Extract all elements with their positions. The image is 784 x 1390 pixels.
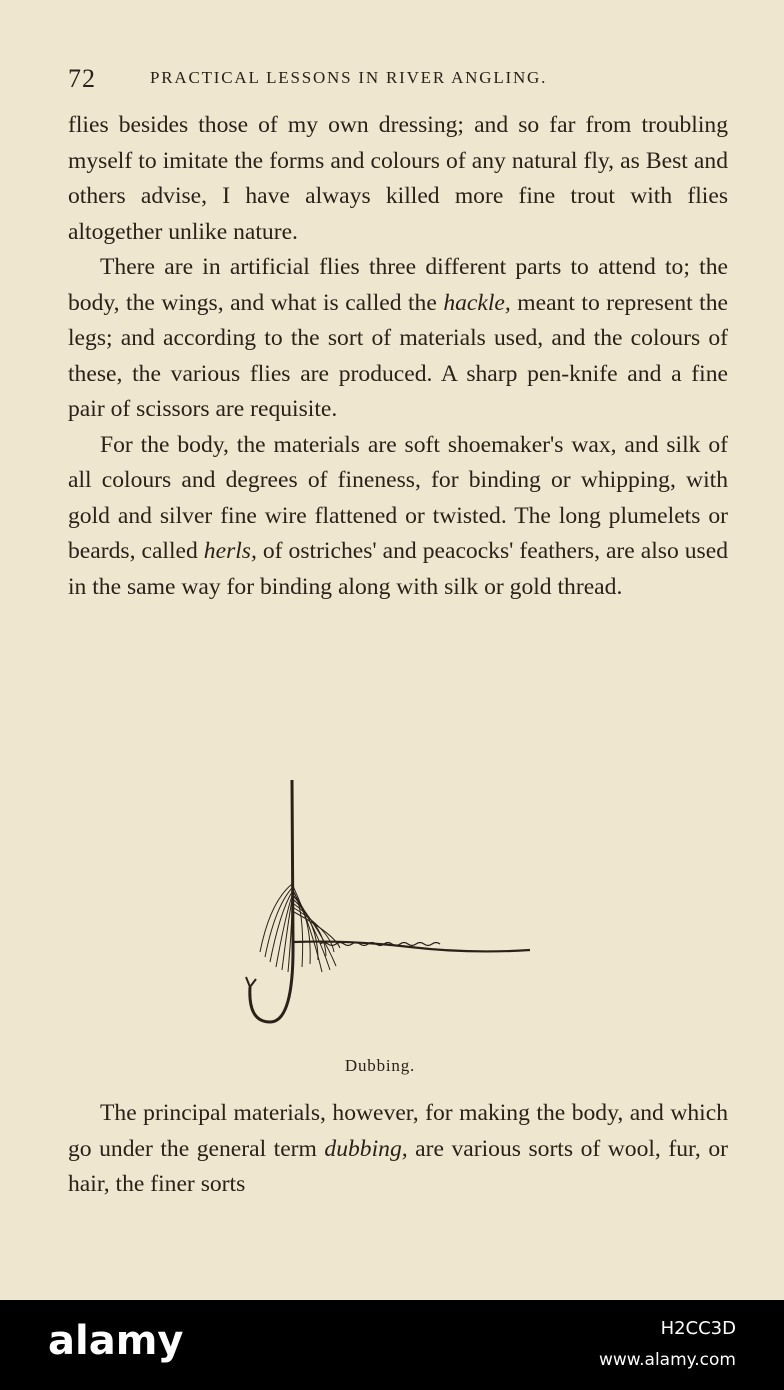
text-span: meant to represent the legs; and according to the sort of materials used, and the colours of these, the various flies are produced. A sharp pen-knife and a fine pair of scissors are requisite. <box>68 289 728 422</box>
source-url: www.alamy.com <box>598 1350 736 1370</box>
paragraph <box>68 428 728 606</box>
dubbing-illustration <box>230 772 550 1042</box>
image-id: H2CC3D <box>660 1318 736 1339</box>
italic-term: herls, <box>203 538 257 564</box>
text-span: of ostriches' and peacocks' feathers, are also used in the same way for binding along with silk or gold thread. <box>68 538 728 600</box>
body-text <box>68 108 728 605</box>
text-span: The principal materials, however, for making the body, and which go under the general term <box>68 1100 728 1162</box>
watermark-footer <box>0 1300 784 1390</box>
page-number: 72 <box>68 64 96 93</box>
body-text-continued <box>68 1096 728 1203</box>
text-span: There are in artificial flies three different parts to attend to; the body, the wings, and what is called the <box>68 254 728 316</box>
text-span: For the body, the materials are soft shoemaker's wax, and silk of all colours and degrees of fineness, for binding or whipping, with gold and silver fine wire flattened or twisted. The long plumelets or beards, called <box>68 431 728 564</box>
figure-caption: Dubbing. <box>344 1056 416 1075</box>
running-title: PRACTICAL LESSONS IN RIVER ANGLING. <box>150 68 548 87</box>
alamy-logo: alamy <box>48 1318 184 1364</box>
text-span: are various sorts of wool, fur, or hair, the finer sorts <box>68 1135 728 1197</box>
paragraph: flies besides those of my own dressing; and so far from troubling myself to imitate the forms and colours of any natural fly, as Best and others advise, I have always killed more fine trout with flies altogether unlike nature. <box>68 112 728 245</box>
italic-term: hackle, <box>443 289 511 316</box>
paragraph <box>68 1096 728 1203</box>
paragraph <box>68 250 728 428</box>
fly-hook-drawing <box>230 772 550 1042</box>
running-head <box>68 64 728 96</box>
italic-term: dubbing, <box>324 1135 408 1162</box>
